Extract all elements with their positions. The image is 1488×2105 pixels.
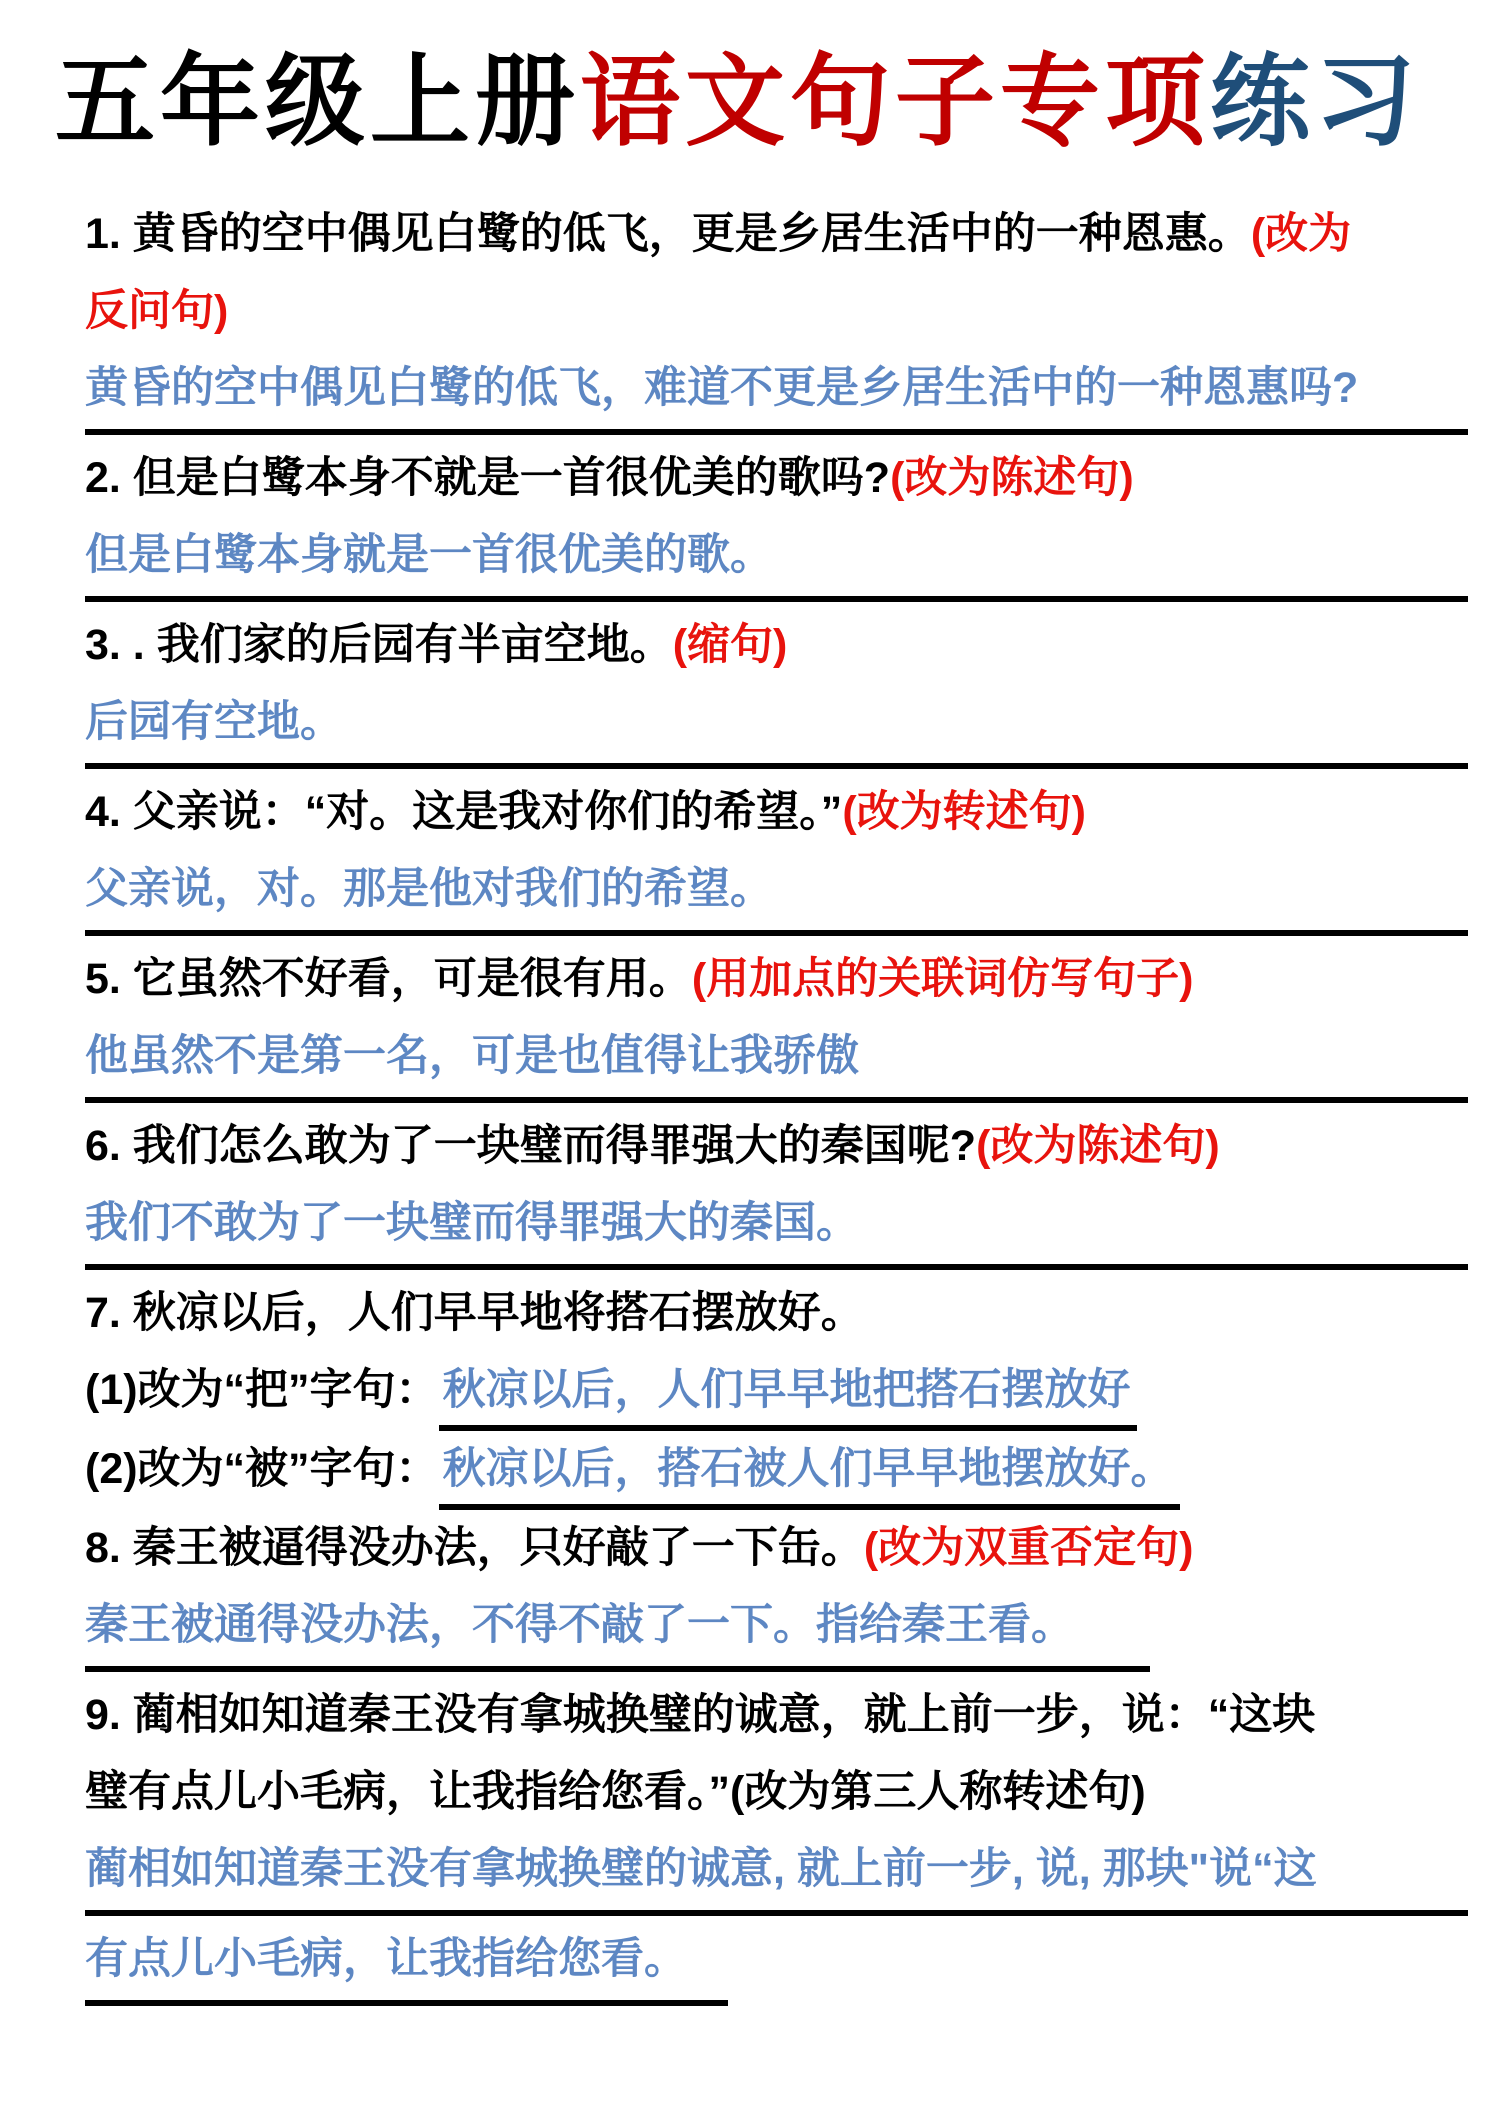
exercise-2-answer: 但是白鹭本身就是一首很优美的歌。 [85, 517, 1468, 602]
exercise-9-question-line2 [85, 1754, 1468, 1831]
exercise-9-answer-line1: 蔺相如知道秦王没有拿城换璧的诚意, 就上前一步, 说, 那块"说“这 [85, 1831, 1468, 1916]
exercise-2-question-text: 2. 但是白鹭本身不就是一首很优美的歌吗? [85, 454, 891, 502]
exercise-2-annotation: (改为陈述句) [890, 454, 1134, 502]
exercise-3-question [85, 607, 1468, 684]
exercise-5-question [85, 941, 1468, 1018]
exercise-6-answer: 我们不敢为了一块璧而得罪强大的秦国。 [85, 1185, 1468, 1270]
exercise-5-answer: 他虽然不是第一名，可是也值得让我骄傲 [85, 1018, 1468, 1103]
exercise-2-question [85, 440, 1468, 517]
exercise-3-question-text: 3. . 我们家的后园有半亩空地。 [85, 621, 673, 669]
title-grade-part: 五年级上册 [55, 46, 580, 158]
exercise-8-answer: 秦王被通得没办法，不得不敲了一下。指给秦王看。 [85, 1587, 1150, 1672]
title-practice-part: 练习 [1210, 46, 1420, 158]
exercise-7-question [85, 1275, 1468, 1352]
exercise-7-sub1-answer: 秋凉以后，人们早早地把搭石摆放好 [439, 1355, 1137, 1431]
exercise-7-sub2-answer: 秋凉以后，搭石被人们早早地摆放好。 [439, 1434, 1180, 1510]
exercise-8-question [85, 1510, 1468, 1587]
exercise-9-answer-line2: 有点儿小毛病，让我指给您看。 [85, 1921, 728, 2006]
exercise-7-sub1 [85, 1352, 1468, 1431]
exercise-6-question [85, 1108, 1468, 1185]
exercise-3-annotation: (缩句) [672, 621, 788, 669]
exercise-7-sub2 [85, 1431, 1468, 1510]
exercise-4-question-text: 4. 父亲说：“对。这是我对你们的希望。” [85, 788, 843, 836]
exercise-9-question-text-line1: 9. 蔺相如知道秦王没有拿城换璧的诚意，就上前一步，说：“这块 [85, 1691, 1316, 1739]
exercise-4-question [85, 774, 1468, 851]
exercise-7-question-text: 7. 秋凉以后，人们早早地将搭石摆放好。 [85, 1289, 864, 1337]
exercise-4-annotation: (改为转述句) [842, 788, 1086, 836]
exercise-7-sub2-label: (2)改为“被”字句： [85, 1445, 439, 1493]
exercise-5-annotation: (用加点的关联词仿写句子) [691, 955, 1194, 1003]
exercise-4-answer: 父亲说，对。那是他对我们的希望。 [85, 851, 1468, 936]
exercise-6-question-text: 6. 我们怎么敢为了一块璧而得罪强大的秦国呢? [85, 1122, 977, 1170]
exercise-5-question-text: 5. 它虽然不好看，可是很有用。 [85, 955, 692, 1003]
exercise-1-question [85, 196, 1468, 273]
page-title [55, 46, 1468, 158]
exercise-9-question-line1 [85, 1677, 1468, 1754]
exercise-8-question-text: 8. 秦王被逼得没办法，只好敲了一下缶。 [85, 1524, 864, 1572]
title-subject-part: 语文句子专项 [580, 46, 1210, 158]
exercise-1-annotation-line2 [85, 273, 1468, 350]
exercise-1-annotation-part2: 反问句) [85, 287, 229, 335]
exercise-1-answer: 黄昏的空中偶见白鹭的低飞，难道不更是乡居生活中的一种恩惠吗? [85, 350, 1468, 435]
exercise-1-question-text: 1. 黄昏的空中偶见白鹭的低飞，更是乡居生活中的一种恩惠。 [85, 210, 1251, 258]
exercise-9-question-text-line2: 璧有点儿小毛病，让我指给您看。”(改为第三人称转述句) [85, 1768, 1146, 1816]
exercise-7-sub1-label: (1)改为“把”字句： [85, 1366, 439, 1414]
exercise-1-annotation-part1: (改为 [1250, 210, 1352, 258]
exercise-8-annotation: (改为双重否定句) [863, 1524, 1194, 1572]
exercise-6-annotation: (改为陈述句) [976, 1122, 1220, 1170]
exercise-3-answer: 后园有空地。 [85, 684, 1468, 769]
